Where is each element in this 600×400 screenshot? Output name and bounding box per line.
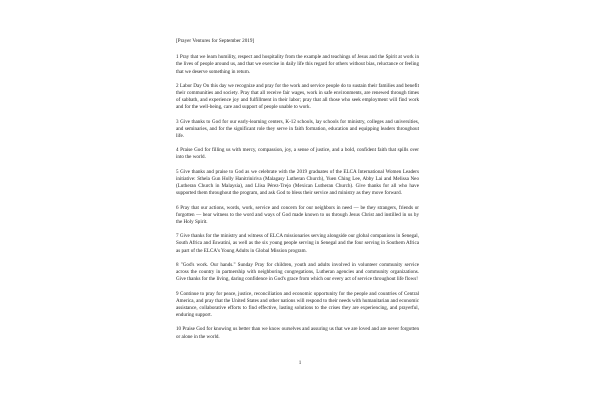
paragraph-7: 7 Give thanks for the ministry and witness of ELCA missionaries serving alongside our global companions in Senegal, South Africa and Eswatini, as well as the six young people serving in Senegal and the four serving in Southern Africa as part of the ELCA's Young Adults in Global Mission program. (176, 233, 419, 254)
paragraph-10: 10 Praise God for knowing us better than we know ourselves and assuring us that we are loved and are never forgotten or alone in the world. (176, 326, 419, 340)
paragraph-6: 6 Pray that our actions, words, work, service and concern for our neighbors in need — be they strangers, friends or forgotten — bear witness to the word and ways of God made known to us through Jesus Christ and instilled in us by the Holy Spirit. (176, 204, 419, 225)
paragraph-2: 2 Labor Day On this day we recognize and pray for the work and service people do to sustain their families and benefit their communities and society. Pray that all receive fair wages, work in safe environments, are renewed through times of sabbath, and experience joy and fulfillment in their labor; pray that all those who seek employment will find work and for the well-being, care and support of people unable to work. (176, 82, 419, 111)
page-number: 1 (298, 360, 302, 366)
paragraph-1: 1 Pray that we learn humility, respect and hospitality from the example and teachings of Jesus and the Spirit at work in the lives of people around us, and that we exercise in daily life this regard for others without bias, reluctance or feeling that we deserve something in return. (176, 54, 419, 75)
paragraph-3: 3 Give thanks to God for our early-learning centers, K-12 schools, lay schools for ministry, colleges and universities, and seminaries, and for the significant role they serve in faith formation, education and equipping leaders throughout life. (176, 118, 419, 139)
paragraph-8: 8 "God's work. Our hands." Sunday Pray for children, youth and adults involved in volunteer community service across the country in partnership with neighboring congregations, Lutheran agencies and community organizations. Give thanks for the living, daring confidence in God's grace from which our every act of service throughout life flows! (176, 261, 419, 283)
paragraph-4: 4 Praise God for filling us with mercy, compassion, joy, a sense of justice, and a bold, confident faith that spills over into the world. (176, 147, 419, 161)
document-body (176, 38, 419, 341)
paragraph-5: 5 Give thanks and praise to God as we celebrate with the 2019 graduates of the ELCA International Women Leaders initiative: Sthela Gun Holly Hanitriniriva (Malagasy Lutheran Church), Yuen Ching Lee, Abby Lai and Melissa Neo (Lutheran Church in Malaysia), and Llisa Pérez-Trejo (Mexican Lutheran Church). Give thanks for all who have supported them throughout the program, and ask God to bless their service and ministry as they move forward. (176, 168, 419, 197)
document-title: [Prayer Ventures for September 2019] (176, 38, 255, 44)
paragraph-9: 9 Continue to pray for peace, justice, reconciliation and economic opportunity for the people and countries of Central America, and pray that the United States and other nations will respond to their needs with humanitarian and economic assistance, collaborative efforts to find effective, lasting solutions to the crises they are experiencing, and prayerful, enduring support. (176, 290, 419, 319)
